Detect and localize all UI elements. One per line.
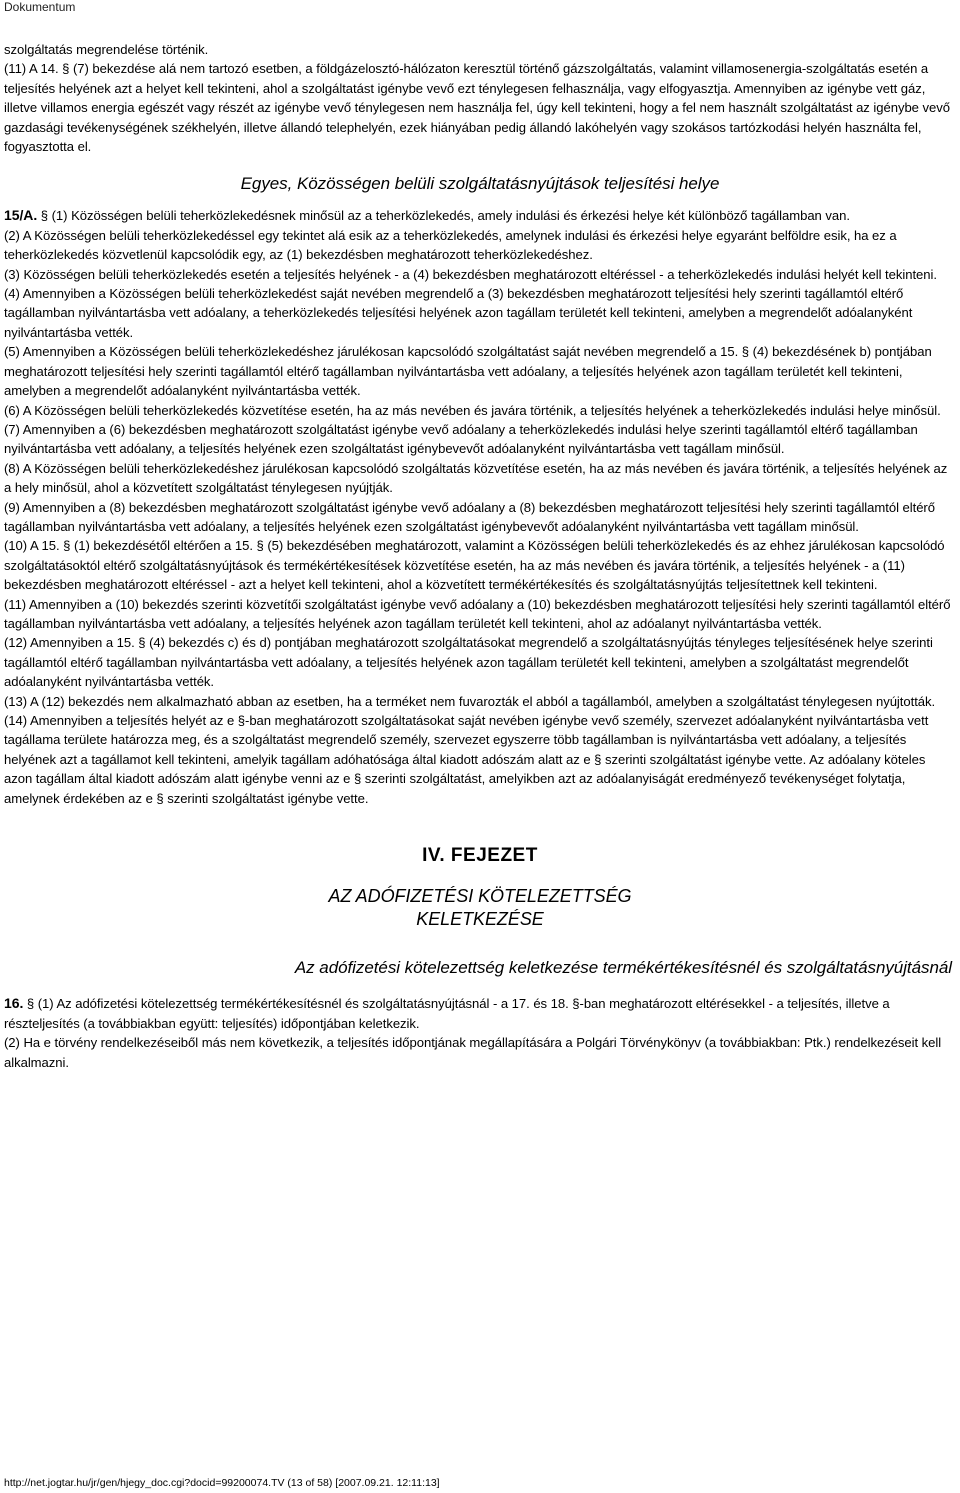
paragraph-text: § (1) Közösségen belüli teherközlekedésnek minősül az a teherközlekedés, amely indulási és érkezési helye két különböző tagállamban van. bbox=[37, 208, 850, 224]
paragraph-15a-1 bbox=[4, 206, 956, 225]
chapter-subtitle-line: AZ ADÓFIZETÉSI KÖTELEZETTSÉG bbox=[328, 886, 632, 907]
section-number: 16. bbox=[4, 995, 24, 1012]
section-heading: Egyes, Közösségen belüli szolgáltatásnyújtások teljesítési helye bbox=[240, 174, 720, 194]
paragraph: (12) Amennyiben a 15. § (4) bekezdés c) és d) pontjában meghatározott szolgáltatásokat megrendelő a szolgáltatásnyújtás tényleges teljesítésének helye szerinti tagállamtól eltérő tagállamban nyilvántartásba vett adóalany, a teljesítés helyének azon tagállam területét kell tekinteni, amelyben a szolgáltatást megrendelőt adóalanyként nyilvántartásba vették. bbox=[4, 635, 933, 690]
paragraph: szolgáltatás megrendelése történik. bbox=[4, 42, 209, 57]
document-body bbox=[4, 40, 956, 1072]
paragraph: (11) A 14. § (7) bekezdése alá nem tartozó esetben, a földgázelosztó-hálózaton keresztül történő gázszolgáltatás, valamint villamosenergia-szolgáltatás esetén a teljesítés helyének azt a helyet kell tekinteni, ahol a szolgáltatást igénybe vevő ezt ténylegesen felhasználja, vagy elfogyasztja. Amennyiben az igénybe vett gáz, illetve villamos energia egészét vagy részét az igénybe vevő ténylegesen nem használja fel, úgy kell tekinteni, hogy a fel nem használt szolgáltatást az igénybe vevő gazdasági tevékenységének székhelyén, illetve állandó telephelyén, ezek hiányában pedig állandó lakóhelyén vagy szokásos tartózkodási helyén használta fel, fogyasztotta el. bbox=[4, 61, 950, 155]
paragraph: (7) Amennyiben a (6) bekezdésben meghatározott szolgáltatást igénybe vevő adóalany a teherközlekedés indulási helye szerinti tagállamtól eltérő tagállamban nyilvántartásba vett adóalany, a teljesítés helyének ezen szolgáltatást igénybevevőt adóalanyként nyilvántartásba vett tagállam minősül. bbox=[4, 421, 918, 457]
paragraph: (11) Amennyiben a (10) bekezdés szerinti közvetítői szolgáltatást igénybe vevő adóalany a (10) bekezdésben meghatározott teljesítési hely szerinti tagállamtól eltérő tagállamban nyilvántartásba vett adóalany, a teljesítés helyének azon tagállam területét kell tekinteni, ahol az adóalanyt nyilvántartásba vették. bbox=[4, 596, 951, 631]
paragraph: (3) Közösségen belüli teherközlekedés esetén a teljesítés helyének - a (4) bekezdésben meghatározott eltéréssel - a teherközlekedés indulási helyét kell tekinteni. bbox=[4, 266, 937, 282]
document-label: Dokumentum bbox=[4, 0, 76, 14]
chapter-subtitle-line: KELETKEZÉSE bbox=[416, 909, 544, 930]
paragraph: (5) Amennyiben a Közösségen belüli teherközlekedéshez járulékosan kapcsolódó szolgáltatást saját nevében megrendelő a 15. § (4) bekezdésének b) pontjában meghatározott teljesítési hely szerinti tagállamtól eltérő tagállamban nyilvántartásba vett adóalany, a teljesítés helyének azon tagállam területét kell tekinteni, amelyben a megrendelőt adóalanyként nyilvántartásba vették. bbox=[4, 344, 932, 399]
paragraph-16-1 bbox=[4, 994, 956, 1033]
paragraph: (13) A (12) bekezdés nem alkalmazható abban az esetben, ha a terméket nem fuvarozták el abból a tagállamból, amelyben a szolgáltatást ténylegesen nyújtották. bbox=[4, 693, 936, 709]
paragraph-text: § (1) Az adófizetési kötelezettség termékértékesítésnél és szolgáltatásnyújtásnál - a 17. és 18. §-ban meghatározott eltérésekkel - a teljesítés, illetve a részteljesítés (a továbbiakban együtt: teljesítés) időpontjában keletkezik. bbox=[4, 996, 890, 1031]
page-footer-url: http://net.jogtar.hu/jr/gen/hjegy_doc.cgi?docid=99200074.TV (13 of 58) [2007.09.21. 12:11:13] bbox=[4, 1477, 440, 1489]
paragraph: (14) Amennyiben a teljesítés helyét az e §-ban meghatározott szolgáltatásokat saját nevében igénybe vevő személy, szervezet adóalanyként nyilvántartásba vett tagállama területe határozza meg, és a szolgáltatást megrendelő személy, szervezet egyszerre több tagállamban is nyilvántartásba vett adóalany, a teljesítés helyének azt a tagállamot kell tekinteni, amelyik tagállam adóhatósága által kiadott adószám alatt az e § szerinti szolgáltatást igénybe vette. Az adóalany köteles azon tagállam által kiadott adószám alatt igénybe venni az e § szerinti szolgáltatást, amelyikben azt az adóalanyiságát eredményező tevékenységet folytatja, amelynek érdekében az e § szerinti szolgáltatást igénybe vette. bbox=[4, 713, 929, 806]
chapter-subtitle bbox=[4, 885, 956, 931]
section-number: 15/A. bbox=[4, 207, 38, 224]
chapter-title: IV. FEJEZET bbox=[422, 845, 538, 867]
section-heading: Az adófizetési kötelezettség keletkezése termékértékesítésnél és szolgáltatásnyújtásnál bbox=[294, 958, 952, 978]
paragraph: (4) Amennyiben a Közösségen belüli teherközlekedést saját nevében megrendelő a (3) bekezdésben meghatározott teljesítési hely szerinti tagállamtól eltérő tagállamban nyilvántartásba vett adóalany, a teherközlekedés teljesítési helyének azon tagállam területét kell tekinteni, amelyben a megrendelőt adóalanyként nyilvántartásba vették. bbox=[4, 286, 913, 340]
paragraph: (2) Ha e törvény rendelkezéseiből más nem következik, a teljesítés időpontjának megállapítására a Polgári Törvénykönyv (a továbbiakban: Ptk.) rendelkezéseit kell alkalmazni. bbox=[4, 1035, 942, 1070]
paragraph: (9) Amennyiben a (8) bekezdésben meghatározott szolgáltatást igénybe vevő adóalany a (8) bekezdésben meghatározott teljesítési hely szerinti tagállamtól eltérő tagállamban nyilvántartásba vett adóalany, a teljesítés helyének ezen szolgáltatást igénybevevőt adóalanyként nyilvántartásba vett tagállam minősül. bbox=[4, 499, 935, 534]
paragraph: (8) A Közösségen belüli teherközlekedéshez járulékosan kapcsolódó szolgáltatás közvetítése esetén, ha az más nevében és javára történik, a teljesítés helyének az a hely minősül, ahol a közvetített szolgáltatást ténylegesen nyújtják. bbox=[4, 460, 948, 496]
paragraph: (10) A 15. § (1) bekezdésétől eltérően a 15. § (5) bekezdésében meghatározott, valamint a Közösségen belüli teherközlekedés és az ehhez járulékosan kapcsolódó szolgáltatásoktól eltérő szolgáltatásnyújtások és termékértékesítések közvetítése esetén, ha az más nevében és javára történik, a teljesítés helyének - a (11) bekezdésben meghatározott eltéréssel - azt a helyet kell tekinteni, ahol a közvetített termékértékesítés és szolgáltatásnyújtás teljesítettnek kell tekinteni. bbox=[4, 538, 945, 593]
paragraph: (2) A Közösségen belüli teherközlekedéssel egy tekintet alá esik az a teherközlekedés, amelynek indulási és érkezési helye egyaránt belföldre esik, ha ez a teherközlekedés közvetlenül kapcsolódik egy, az (1) bekezdésben meghatározott teherközlekedéshez. bbox=[4, 227, 897, 263]
paragraph: (6) A Közösségen belüli teherközlekedés közvetítése esetén, ha az más nevében és javára történik, a teljesítés helyének a teherközlekedés indulási helye minősül. bbox=[4, 402, 941, 418]
